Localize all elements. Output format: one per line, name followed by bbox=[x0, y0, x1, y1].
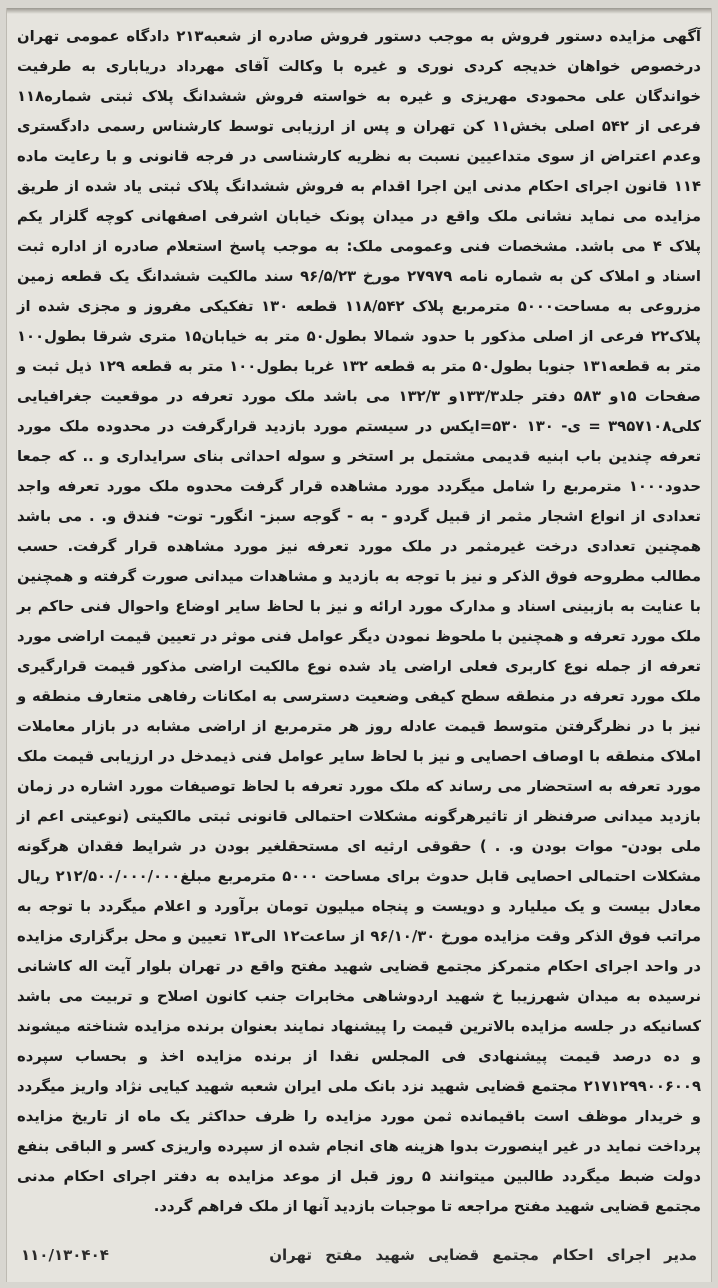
torn-top-edge bbox=[7, 8, 711, 14]
newspaper-clipping bbox=[6, 8, 712, 1282]
notice-body: آگهی مزایده دستور فروش به موجب دستور فروش صادره از شعبه۲۱۳ دادگاه عمومی تهران درخصوص خواهان خدیجه کردی نوری و غیره با وکالت آقای مهرداد دریاباری به طرفیت خواندگان علی محمودی مهریزی و غیره به خواسته فروش ششدانگ پلاک ثبتی شماره۱۱۸ فرعی از ۵۴۲ اصلی بخش۱۱ کن تهران و پس از ارزیابی توسط کارشناس رسمی دادگستری وعدم اعتراض از سوی متداعیین نسبت به نظریه کارشناسی در فرجه قانونی و با رعایت ماده ۱۱۴ قانون اجرای احکام مدنی این اجرا اقدام به فروش ششدانگ پلاک ثبتی یاد شده از طریق مزایده می نماید نشانی ملک واقع در میدان پونک خیابان اشرفی اصفهانی کوچه گلزار یکم پلاک ۴ می باشد. مشخصات فنی وعمومی ملک: به موجب پاسخ استعلام صادره از اداره ثبت اسناد و املاک کن به شماره نامه ۲۷۹۷۹ مورخ ۹۶/۵/۲۳ سند مالکیت ششدانگ یک قطعه زمین مزروعی به مساحت۵۰۰۰ مترمربع پلاک ۱۱۸/۵۴۲ قطعه ۱۳۰ تفکیکی مفروز و مجزی شده از پلاک۲۲ فرعی از اصلی مذکور با حدود شمالا بطول۵۰ متر به خیابان۱۵ متری شرقا بطول۱۰۰ متر به قطعه۱۳۱ جنوبا بطول۵۰ متر به قطعه ۱۳۲ غربا بطول۱۰۰ متر به قطعه ۱۲۹ ذیل ثبت و صفحات ۱۵و ۵۸۳ دفتر جلد۱۳۳/۳و ۱۳۲/۳ می باشد ملک مورد تعرفه در موقعیت جغرافیایی کلی۳۹۵۷۱۰۸ = ی- ۱۳۰ ۵۳۰=ایکس در سیستم مورد بازدید قرارگرفت در محدوده ملک مورد تعرفه چندین باب ابنیه قدیمی مشتمل بر استخر و سوله احداثی بنای سرایداری و .. که جمعا حدود۱۰۰۰ مترمربع را شامل میگردد مورد مشاهده قرار گرفت محدوه ملک مورد تعرفه واجد تعدادی از انواع اشجار مثمر از قبیل گردو - به - گوجه سبز- انگور- توت- فندق و. . می باشد همچنین تعدادی درخت غیرمثمر در ملک مورد تعرفه نیز مورد مشاهده قرار گرفت. حسب مطالب مطروحه فوق الذکر و نیز با توجه به بازدید و مشاهدات میدانی صورت گرفته و همچنین با عنایت به بازبینی اسناد و مدارک مورد ارائه و نیز با لحاظ سایر اوضاع واحوال فنی حاکم بر ملک مورد تعرفه و همچنین با ملحوظ نمودن دیگر عوامل فنی موثر در تعیین قیمت اراضی مورد تعرفه از جمله نوع کاربری فعلی اراضی یاد شده نوع مالکیت اراضی مذکور قیمت قرارگیری ملک مورد تعرفه در منطقه سطح کیفی وضعیت دسترسی به امکانات رفاهی متعارف منطقه و نیز با در نظرگرفتن متوسط قیمت عادله روز هر مترمربع از اراضی مشابه در بازار معاملات املاک منطقه با اوصاف احصایی و نیز با لحاظ سایر عوامل فنی ذیمدخل در ارزیابی قیمت ملک مورد تعرفه به استحضار می رساند که ملک مورد تعرفه با لحاظ توصیفات مورد اشاره در زمان بازدید میدانی صرفنظر از تاثیرهرگونه مشکلات احتمالی قانونی ثبتی مالکیتی (نوعیتی اعم از ملی بودن- موات بودن و. . ) حقوقی ارثیه ای مستحقلغیر بودن در شرایط فقدان هرگونه مشکلات احتمالی احصایی قابل حدوث برای مساحت ۵۰۰۰ مترمربع مبلغ۲۱۲/۵۰۰/۰۰۰/۰۰۰ ریال معادل بیست و یک میلیارد و دویست و پنجاه میلیون تومان برآورد و اعلام میگردد با توجه به مراتب فوق الذکر وقت مزایده مورخ ۹۶/۱۰/۳۰ از ساعت۱۲ الی۱۳ تعیین و محل برگزاری مزایده در واحد اجرای احکام متمرکز مجتمع قضایی شهید مفتح واقع در تهران بلوار آیت اله کاشانی نرسیده به میدان شهرزیبا خ شهید اردوشاهی مخابرات جنب کانون اصلاح و تربیت می باشد کسانیکه در جلسه مزایده بالاترین قیمت را پیشنهاد نمایند بعنوان برنده مزایده شناخته میشوند و ده درصد قیمت پیشنهادی فی المجلس نقدا از برنده مزایده اخذ و بحساب سپرده ۲۱۷۱۲۹۹۰۰۶۰۰۹ مجتمع قضایی شهید نزد بانک ملی ایران شعبه شهید کیایی نژاد واریز میگردد و خریدار موظف است باقیمانده ثمن مورد مزایده را ظرف حداکثر یک ماه از تاریخ مزایده پرداخت نماید در غیر اینصورت بدوا هزینه های انجام شده از سپرده واریزی کسر و الباقی بنفع دولت ضبط میگردد طالبین میتوانند ۵ روز قبل از موعد مزایده به دفتر اجرای احکام مدنی مجتمع قضایی شهید مفتح مراجعه تا موجبات بازدید آنها از ملک فراهم گردد. bbox=[17, 28, 702, 1215]
ad-reference-number: ۱۱۰/۱۳۰۴۰۴ bbox=[21, 1246, 109, 1264]
auction-notice-text bbox=[17, 22, 701, 1222]
notice-footer bbox=[21, 1240, 697, 1270]
issuer-signature: مدیر اجرای احکام مجتمع قضایی شهید مفتح تهران bbox=[269, 1246, 697, 1264]
